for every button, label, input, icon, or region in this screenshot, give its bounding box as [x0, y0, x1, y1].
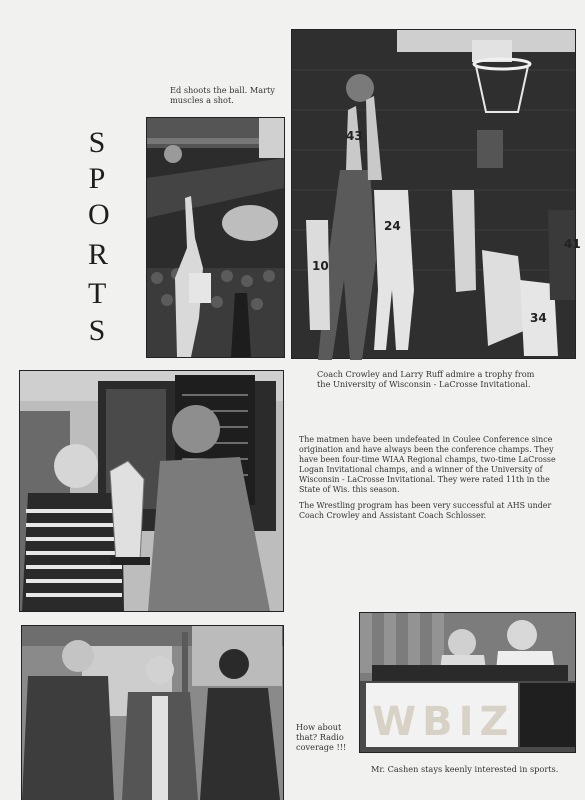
title-letter: O: [88, 198, 110, 231]
title-letter: T: [88, 277, 107, 310]
photo-trophy: [20, 371, 283, 611]
caption-line: Ed shoots the ball. Marty: [170, 85, 275, 95]
title-letter: P: [88, 162, 106, 195]
caption-line: that? Radio: [296, 732, 344, 742]
jersey-number: 41: [564, 237, 581, 251]
wrestling-paragraph-2: The Wrestling program has been very successful at AHS under Coach Crowley and Assistant Coach Schlosser.: [299, 501, 552, 521]
title-letter: R: [88, 238, 109, 271]
caption-radio-question: [296, 722, 358, 752]
wbiz-sign-text: WBIZ: [372, 699, 515, 745]
wrestling-article: [299, 435, 561, 528]
jersey-number: 24: [384, 219, 401, 233]
title-letter: S: [88, 314, 106, 347]
title-letter: S: [88, 126, 106, 159]
caption-line: How about: [296, 722, 342, 732]
caption-trophy: [317, 369, 579, 389]
photo-wbiz-booth: [360, 613, 575, 752]
caption-radio-cashen: Mr. Cashen stays keenly interested in sports.: [371, 764, 559, 774]
jersey-number: 34: [530, 311, 547, 325]
caption-line: muscles a shot.: [170, 95, 234, 105]
jersey-number: 43: [346, 129, 363, 143]
caption-line: coverage !!!: [296, 742, 347, 752]
caption-line: Coach Crowley and Larry Ruff admire a trophy from: [317, 369, 535, 379]
photo-basketball-small: [147, 118, 284, 357]
photo-basketball-large: [292, 30, 581, 358]
photo-radio-group: [22, 626, 283, 800]
jersey-number: 10: [312, 259, 329, 273]
wrestling-paragraph-1: The matmen have been undefeated in Coulee Conference since origination and have always been the conference champs. They have been four-time WIAA Regional champs, two-time LaCrosse Logan Invitational champs, and a winner of the University of Wisconsin - LaCrosse Invitational. They were rated 11th in the State of Wis. this season.: [299, 435, 556, 494]
caption-line: the University of Wisconsin - LaCrosse Invitational.: [317, 379, 531, 389]
caption-basketball-small: [170, 85, 285, 105]
